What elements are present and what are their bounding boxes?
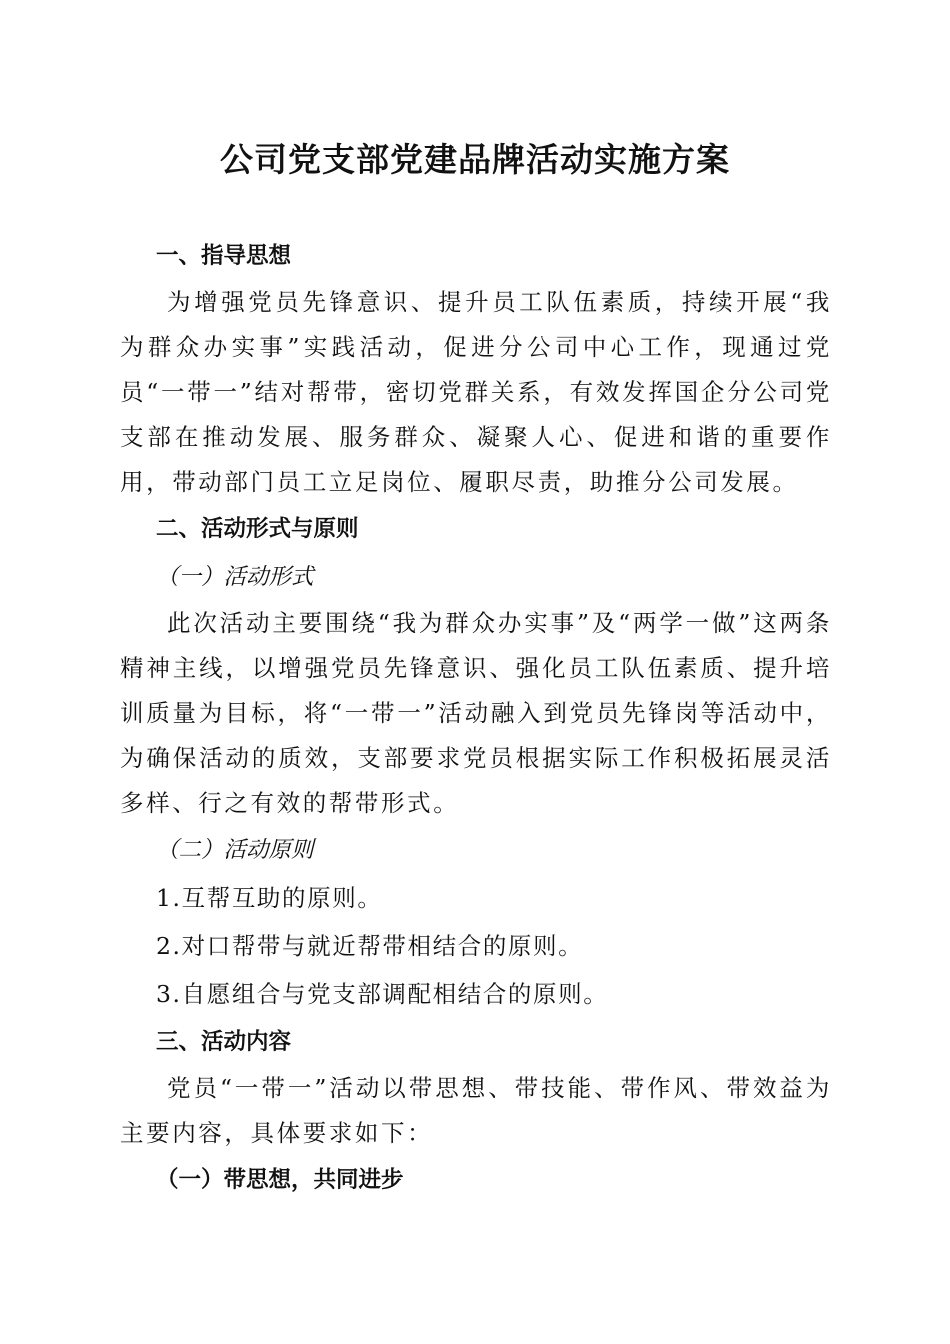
document-body [120, 232, 832, 1204]
section-heading-guiding-ideology: 一、指导思想 [156, 243, 292, 269]
paragraph-guiding-ideology: 为增强党员先锋意识、提升员工队伍素质，持续开展“我为群众办实事”实践活动，促进分公司中心工作，现通过党员“一带一”结对帮带，密切党群关系，有效发挥国企分公司党支部在推动发展、服务群众、凝聚人心、促进和谐的重要作用，带动部门员工立足岗位、履职尽责，助推分公司发展。 [120, 288, 832, 496]
paragraph-activity-form: 此次活动主要围绕“我为群众办实事”及“两学一做”这两条精神主线，以增强党员先锋意识、强化员工队伍素质、提升培训质量为目标，将“一带一”活动融入到党员先锋岗等活动中，为确保活动的质效，支部要求党员根据实际工作积极拓展灵活多样、行之有效的帮带形式。 [120, 609, 832, 817]
paragraph-activity-content: 党员“一带一”活动以带思想、带技能、带作风、带效益为主要内容，具体要求如下： [120, 1074, 832, 1147]
subsection-heading-lead-thinking: （一）带思想，共同进步 [156, 1167, 404, 1193]
principle-item: 3.自愿组合与党支部调配相结合的原则。 [156, 980, 609, 1008]
subsection-heading-activity-principles: （二）活动原则 [156, 837, 314, 863]
subsection-heading-activity-form: （一）活动形式 [156, 564, 314, 590]
principle-item: 1.互帮互助的原则。 [156, 884, 383, 912]
section-heading-activity-form-principles: 二、活动形式与原则 [156, 516, 359, 542]
document-title: 公司党支部党建品牌活动实施方案 [220, 140, 730, 179]
principle-item: 2.对口帮带与就近帮带相结合的原则。 [156, 932, 584, 960]
section-heading-activity-content: 三、活动内容 [156, 1029, 292, 1055]
